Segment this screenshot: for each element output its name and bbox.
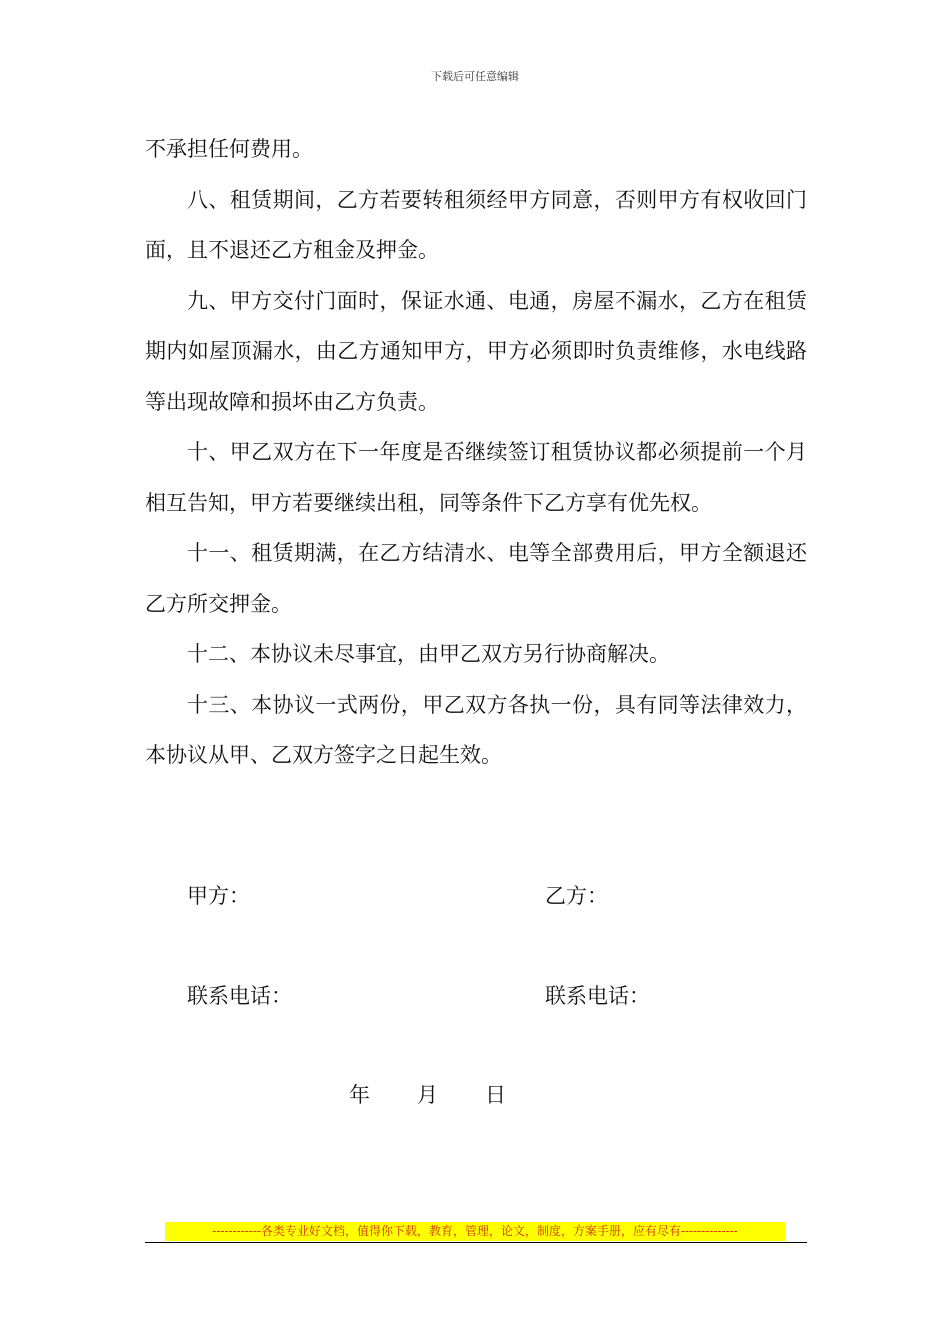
footer-promo-banner: ------------各类专业好文档，值得你下载，教育，管理，论文，制度，方案手册，应有尽有--------------	[165, 1222, 785, 1241]
party-b-label: 乙方：	[545, 884, 608, 908]
clause-9: 九、甲方交付门面时，保证水通、电通，房屋不漏水，乙方在租赁期内如屋顶漏水，由乙方通知甲方，甲方必须即时负责维修，水电线路等出现故障和损坏由乙方负责。	[145, 288, 807, 414]
clause-12: 十二、本协议未尽事宜，由甲乙双方另行协商解决。	[187, 642, 670, 666]
clause-10: 十、甲乙双方在下一年度是否继续签订租赁协议都必须提前一个月相互告知，甲方若要继续出租，同等条件下乙方享有优先权。	[145, 440, 807, 515]
clause-13: 十三、本协议一式两份，甲乙双方各执一份，具有同等法律效力，本协议从甲、乙双方签字之日起生效。	[145, 692, 807, 767]
clause-11: 十一、租赁期满，在乙方结清水、电等全部费用后，甲方全额退还乙方所交押金。	[145, 541, 807, 616]
footer-divider	[145, 1242, 807, 1243]
clause-continuation: 不承担任何费用。	[145, 137, 313, 161]
party-a-phone-label: 联系电话：	[187, 984, 292, 1008]
page-header-note: 下载后可任意编辑	[431, 70, 519, 83]
party-b-phone-label: 联系电话：	[545, 984, 650, 1008]
clause-8: 八、租赁期间，乙方若要转租须经甲方同意，否则甲方有权收回门面，且不退还乙方租金及押金。	[145, 187, 807, 262]
date-day-label: 日	[485, 1083, 506, 1107]
date-month-label: 月	[417, 1083, 438, 1107]
party-a-label: 甲方：	[187, 884, 250, 908]
date-year-label: 年	[349, 1083, 370, 1107]
agreement-body	[145, 124, 807, 781]
